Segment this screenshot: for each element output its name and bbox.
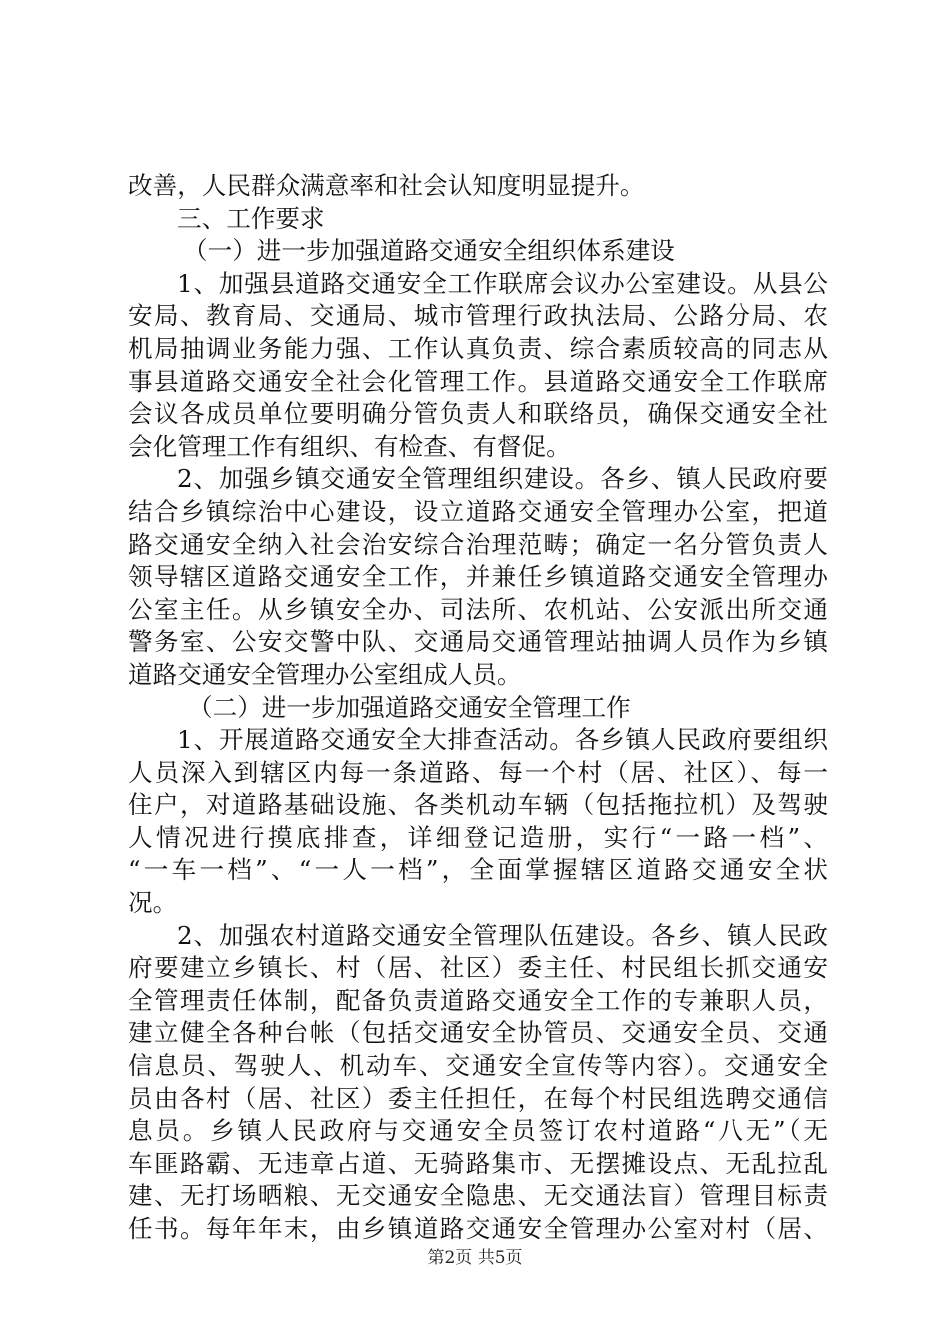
text-line: 会议各成员单位要明确分管负责人和联络员，确保交通安全社 bbox=[128, 399, 828, 429]
text-line: 改善，人民群众满意率和社会认知度明显提升。 bbox=[128, 171, 645, 200]
text-line: 全管理责任体制，配备负责道路交通安全工作的专兼职人员， bbox=[128, 985, 828, 1015]
subsection-heading: （二）进一步加强道路交通安全管理工作 bbox=[188, 692, 631, 722]
text-line: 1、加强县道路交通安全工作联席会议办公室建设。从县公 bbox=[177, 268, 828, 298]
text-line: 信息员、驾驶人、机动车、交通安全宣传等内容）。交通安全 bbox=[128, 1051, 828, 1081]
text-line: 公室主任。从乡镇安全办、司法所、农机站、公安派出所交通 bbox=[128, 594, 828, 624]
text-line: 任书。每年年末，由乡镇道路交通安全管理办公室对村（居、 bbox=[128, 1214, 828, 1243]
text-line: 2、加强乡镇交通安全管理组织建设。各乡、镇人民政府要 bbox=[177, 464, 828, 494]
text-line: 1、开展道路交通安全大排查活动。各乡镇人民政府要组织 bbox=[177, 725, 828, 755]
document-body bbox=[128, 170, 828, 1246]
page-number-footer: 第2页 共5页 bbox=[427, 1248, 523, 1268]
text-line: “一车一档”、“一人一档”，全面掌握辖区道路交通安全状 bbox=[128, 855, 828, 885]
text-line: 事县道路交通安全社会化管理工作。县道路交通安全工作联席 bbox=[128, 366, 828, 396]
subsection-heading: （一）进一步加强道路交通安全组织体系建设 bbox=[183, 236, 675, 266]
text-line: 息员。乡镇人民政府与交通安全员签订农村道路“八无”（无 bbox=[128, 1116, 828, 1146]
text-line: 建、无打场晒粮、无交通安全隐患、无交通法盲）管理目标责 bbox=[128, 1181, 828, 1211]
text-line: 况。 bbox=[128, 888, 178, 918]
text-line: 员由各村（居、社区）委主任担任，在每个村民组选聘交通信 bbox=[128, 1083, 828, 1113]
text-line: 安局、教育局、交通局、城市管理行政执法局、公路分局、农 bbox=[128, 301, 828, 331]
text-line: 车匪路霸、无违章占道、无骑路集市、无摆摊设点、无乱拉乱 bbox=[128, 1148, 828, 1178]
text-line: 路交通安全纳入社会治安综合治理范畴；确定一名分管负责人 bbox=[128, 529, 828, 559]
text-line: 府要建立乡镇长、村（居、社区）委主任、村民组长抓交通安 bbox=[128, 953, 828, 983]
text-line: 机局抽调业务能力强、工作认真负责、综合素质较高的同志从 bbox=[128, 333, 828, 363]
text-line: 人员深入到辖区内每一条道路、每一个村（居、社区）、每一 bbox=[128, 757, 828, 787]
text-line: 警务室、公安交警中队、交通局交通管理站抽调人员作为乡镇 bbox=[128, 627, 828, 657]
text-line: 会化管理工作有组织、有检查、有督促。 bbox=[128, 431, 571, 461]
text-line: 人情况进行摸底排查，详细登记造册，实行“一路一档”、 bbox=[128, 822, 828, 852]
text-line: 领导辖区道路交通安全工作，并兼任乡镇道路交通安全管理办 bbox=[128, 562, 828, 592]
text-line: 建立健全各种台帐（包括交通安全协管员、交通安全员、交通 bbox=[128, 1018, 828, 1048]
text-line: 住户，对道路基础设施、各类机动车辆（包括拖拉机）及驾驶 bbox=[128, 790, 828, 820]
text-line: 道路交通安全管理办公室组成人员。 bbox=[128, 659, 522, 689]
text-line: 结合乡镇综治中心建设，设立道路交通安全管理办公室，把道 bbox=[128, 496, 828, 526]
text-line: 2、加强农村道路交通安全管理队伍建设。各乡、镇人民政 bbox=[177, 920, 828, 950]
section-heading: 三、工作要求 bbox=[177, 203, 325, 233]
